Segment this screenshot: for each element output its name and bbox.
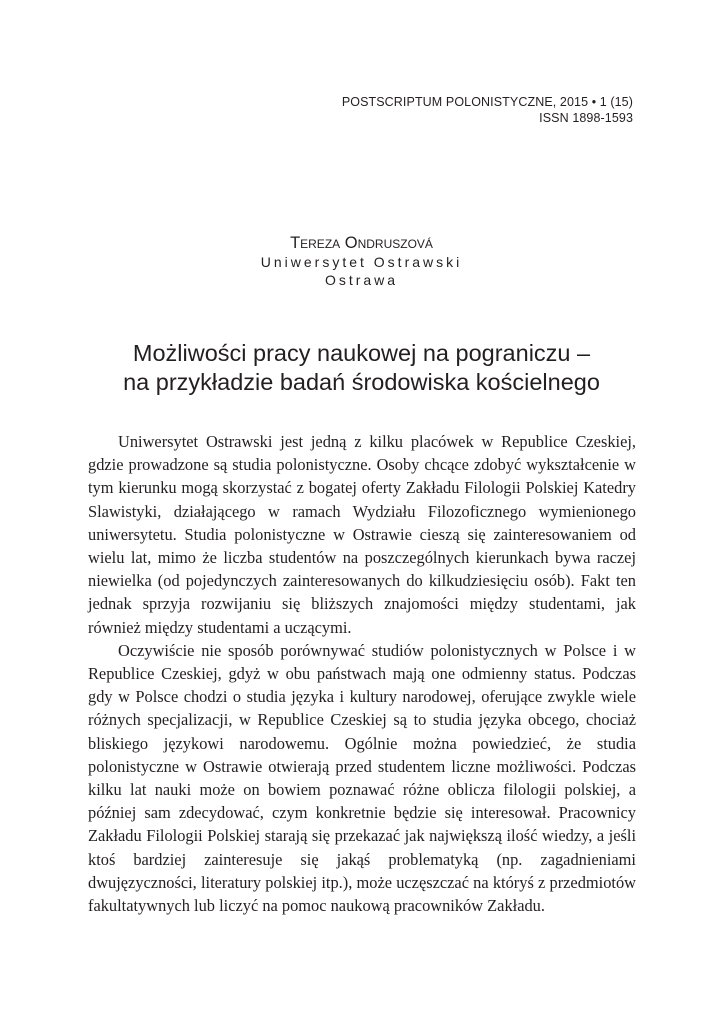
- article-body: [88, 430, 636, 917]
- article-title: [70, 339, 653, 397]
- issn-number: ISSN 1898-1593: [539, 111, 633, 125]
- author-city: Ostrawa: [324, 272, 399, 288]
- author-block: [0, 233, 723, 289]
- author-name: Tereza Ondruszová: [290, 234, 433, 252]
- article-title-line-1: Możliwości pracy naukowej na pograniczu –: [132, 340, 591, 366]
- journal-header: [342, 94, 633, 126]
- author-affiliation: Uniwersytet Ostrawski: [260, 254, 463, 270]
- body-paragraph-2: Oczywiście nie sposób porównywać studiów polonistycznych w Polsce i w Republice Czeskiej, gdyż w obu państwach mają one odmienny status. Podczas gdy w Polsce chodzi o studia języka i kultury narodowej, oferujące zwykle wiele różnych specjalizacji, w Republice Czeskiej są to studia języka obcego, chociaż bliskiego językowi narodowemu. Ogólnie można powiedzieć, że studia polonistyczne w Ostrawie otwierają przed studentem liczne możliwości. Podczas kilku lat nauki może on bowiem poznawać różne oblicza filologii polskiej, a później sam zdecydować, czym konkretnie będzie się interesował. Pracownicy Zakładu Filologii Polskiej starają się przekazać jak największą ilość wiedzy, a jeśli ktoś bardziej zainteresuje się jakąś problematyką (np. zagadnieniami dwujęzyczności, literatury polskiej itp.), może uczęszczać na któryś z przedmiotów fakultatywnych lub liczyć na pomoc naukową pracowników Zakładu.: [88, 640, 636, 916]
- body-paragraph-1: Uniwersytet Ostrawski jest jedną z kilku placówek w Republice Czeskiej, gdzie prowadzone są studia polonistyczne. Osoby chcące zdobyć wykształcenie w tym kierunku mogą skorzystać z bogatej oferty Zakładu Filologii Polskiej Katedry Slawistyki, działającego w ramach Wydziału Filozoficznego wymienionego uniwersytetu. Studia polonistyczne w Ostrawie cieszą się zainteresowaniem od wielu lat, mimo że liczba studentów na poszczególnych kierunkach bywa raczej niewielka (od pojedynczych zainteresowanych do kilkudziesięciu osób). Fakt ten jednak sprzyja rozwijaniu się bliższych znajomości między studentami, jak również między studentami a uczącymi.: [88, 432, 636, 637]
- journal-citation: POSTSCRIPTUM POLONISTYCZNE, 2015 • 1 (15): [341, 95, 633, 109]
- article-title-line-2: na przykładzie badań środowiska kościelnego: [123, 369, 600, 395]
